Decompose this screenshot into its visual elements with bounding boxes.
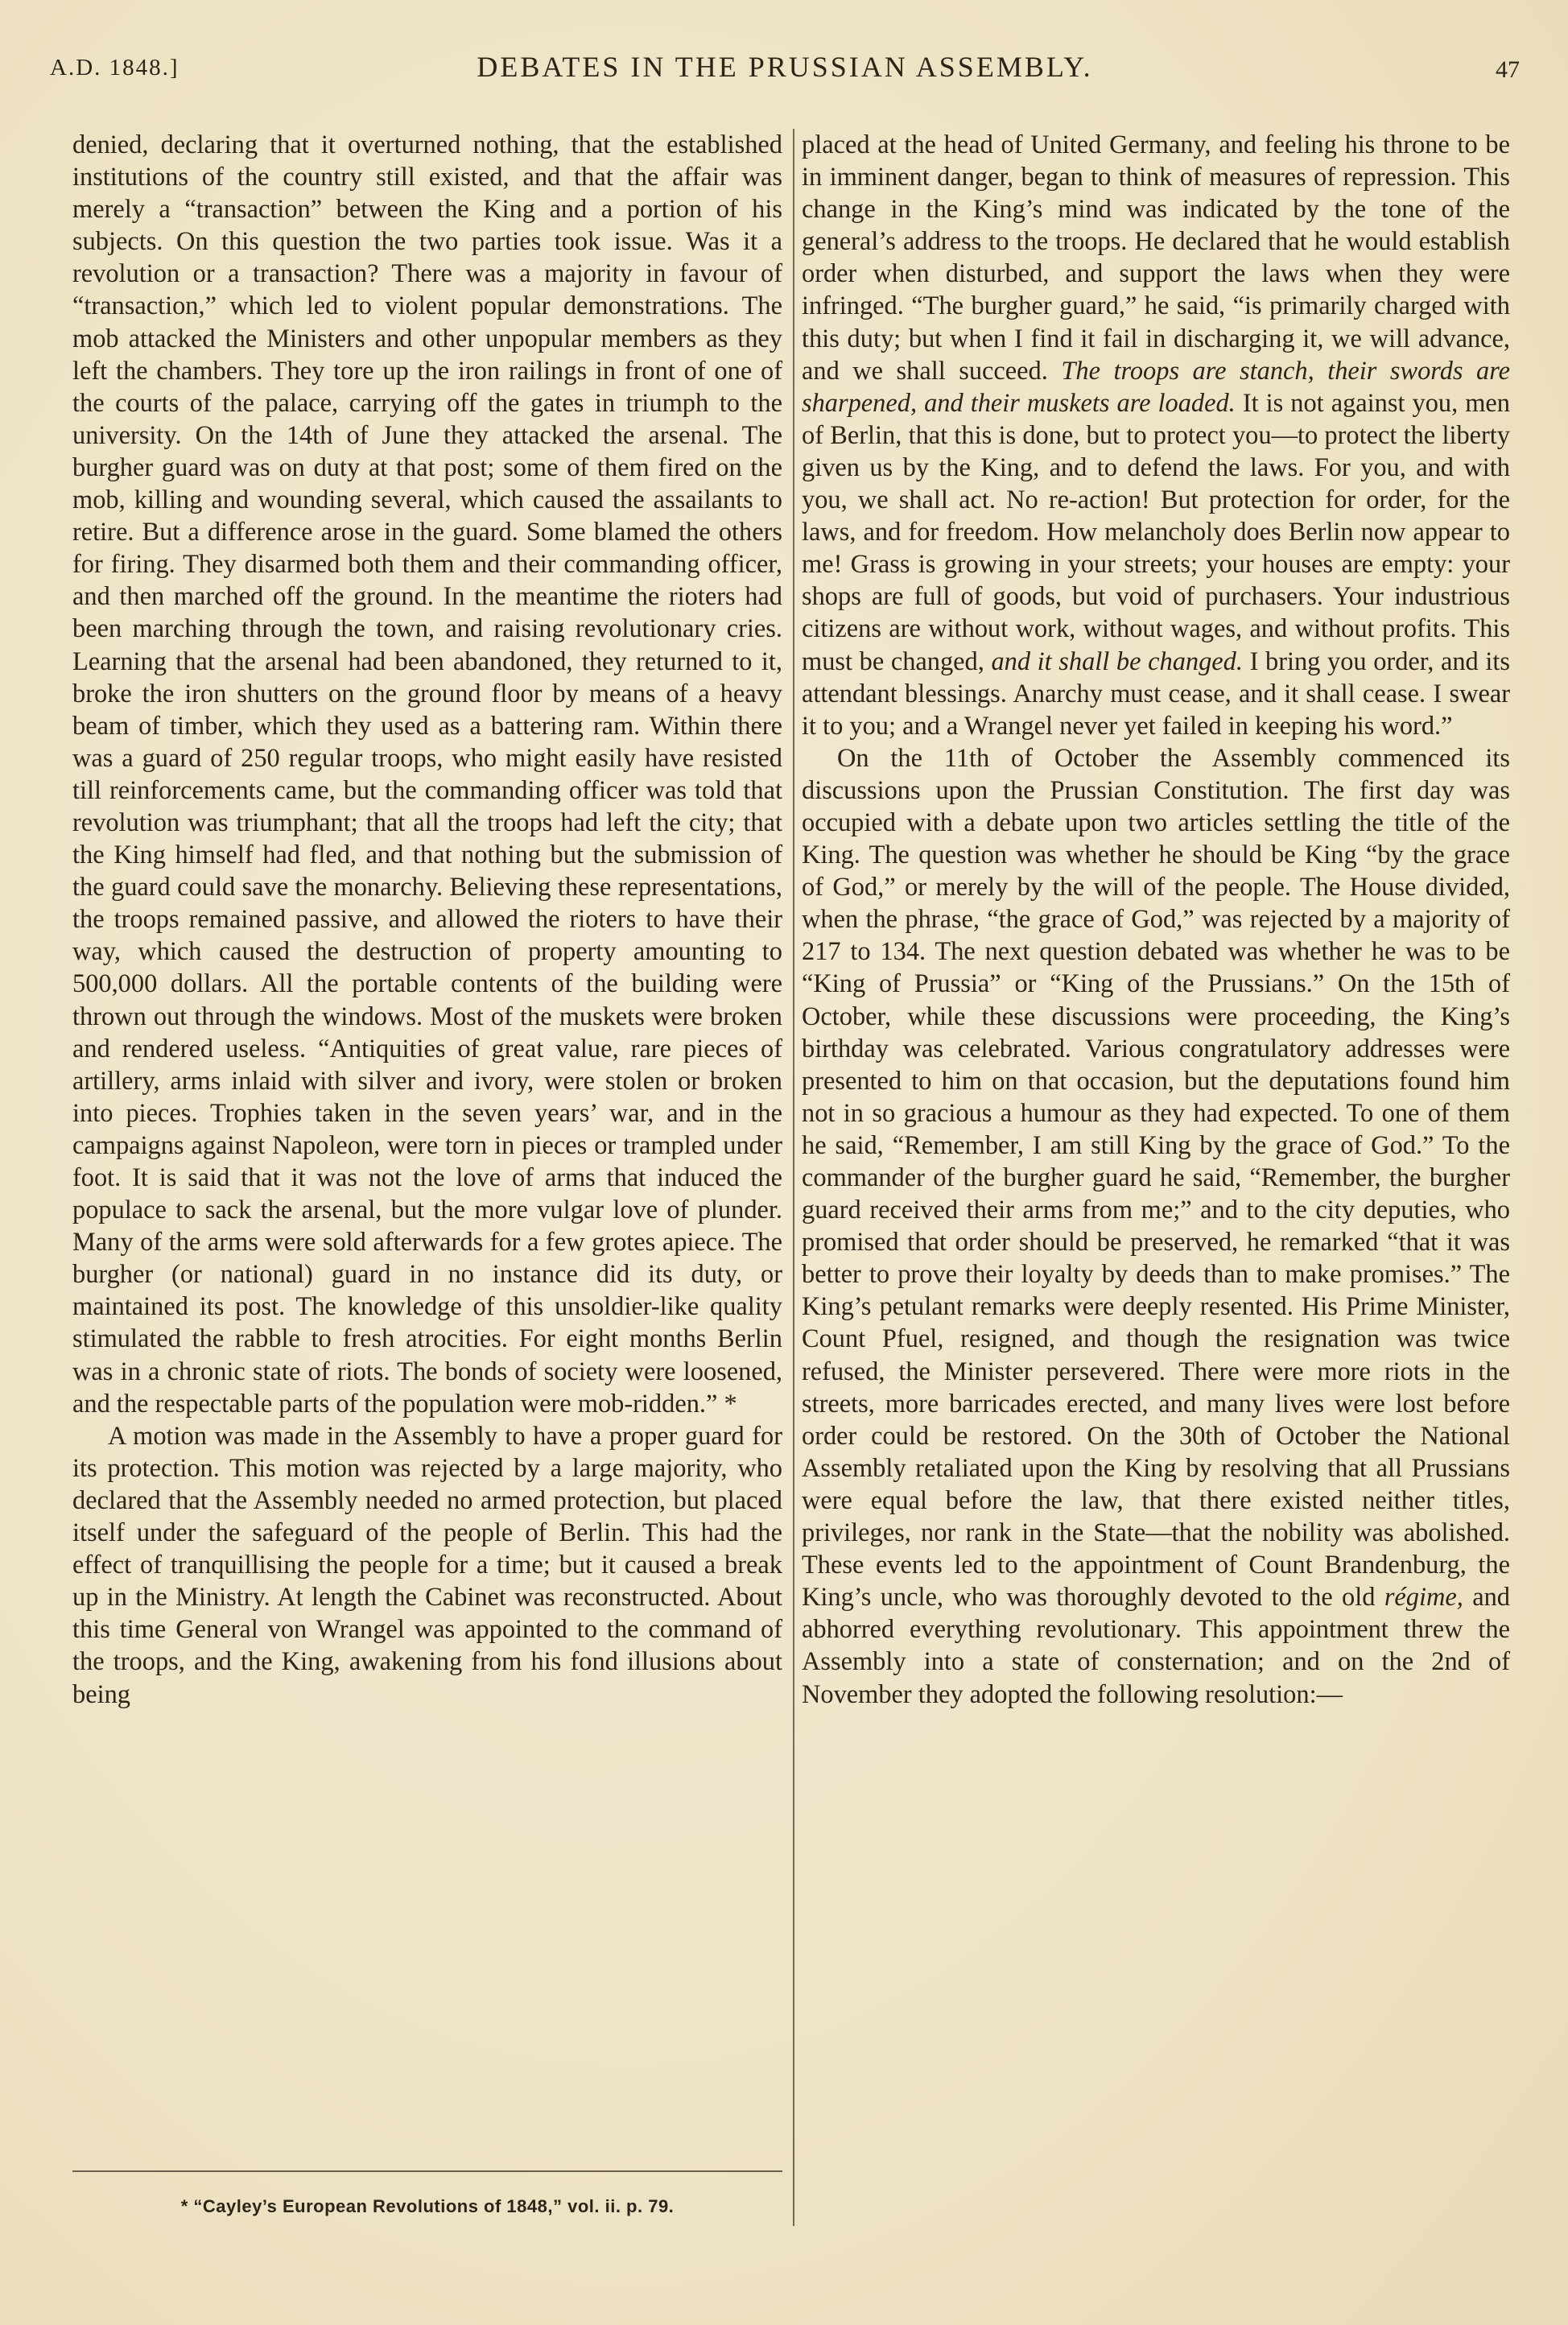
right-p1-text-c: I bring you order, and its attendant blessings. Anarchy must cease, and it shall cease. I swear it to you; and a Wrangel never yet failed in keeping his word.” [802, 646, 1510, 741]
header-date: A.D. 1848.] [50, 55, 179, 81]
footnote-rule [72, 2170, 782, 2172]
right-column [802, 129, 1510, 1711]
right-p1-italic-2: and it shall be changed. [991, 646, 1243, 676]
right-paragraph-1 [802, 129, 1510, 742]
right-p2-text-a: On the 11th of October the Assembly commenced its discussions upon the Prussian Constitution. The first day was occupied with a debate upon two articles settling the title of the King. The question was whether he should be King “by the grace of God,” or merely by the will of the people. The House divided, when the phrase, “the grace of God,” was rejected by a majority of 217 to 134. The next question debated was whether he was to be “King of Prussia” or “King of the Prussians.” On the 15th of October, while these discussions were proceeding, the King’s birthday was celebrated. Various congratulatory addresses were presented to him on that occasion, but the deputations found him not in so gracious a humour as they had expected. To one of them he said, “Remember, I am still King by the grace of God.” To the commander of the burgher guard he said, “Remember, the burgher guard received their arms from me;” and to the city deputies, who promised that order should be preserved, he remarked “that it was better to prove their loyalty by deeds than to make promises.” The King’s petulant remarks were deeply resented. His Prime Minister, Count Pfuel, resigned, and though the resignation was twice refused, the Minister persevered. There were more riots in the streets, more barricades erected, and many lives were lost before order could be restored. On the 30th of October the National Assembly retaliated upon the King by resolving that all Prussians were equal before the law, that there existed neither titles, privileges, nor rank in the State—that the nobility was abolished. These events led to the appointment of Count Brandenburg, the King’s uncle, who was thoroughly devoted to the old [802, 743, 1510, 1613]
right-paragraph-2 [802, 742, 1510, 1711]
right-p1-italic-1: The troops are stanch, their swords are sharpened, and their muskets are loaded. [802, 356, 1510, 418]
left-paragraph-2: A motion was made in the Assembly to have a proper guard for its protection. This motion was rejected by a large majority, who declared that the Assembly needed no armed protection, but placed itself under the safeguard of the people of Berlin. This had the effect of tranquillising the people for a time; but it caused a break up in the Ministry. At length the Cabinet was reconstructed. About this time General von Wrangel was appointed to the command of the troops, and the King, awakening from his fond illusions about being [72, 1421, 782, 1709]
left-paragraph-1: denied, declaring that it overturned nothing, that the established institutions of the country still existed, and that the affair was merely a “transaction” between the King and a portion of his subjects. On this question the two parties took issue. Was it a revolution or a transaction? There was a majority in favour of “transaction,” which led to violent popular demonstrations. The mob attacked the Ministers and other unpopular members as they left the chambers. They tore up the iron railings in front of one of the courts of the palace, carrying off the gates in triumph to the university. On the 14th of June they attacked the arsenal. The burgher guard was on duty at that post; some of them fired on the mob, killing and wounding several, which caused the assailants to retire. But a difference arose in the guard. Some blamed the others for firing. They disarmed both them and their commanding officer, and then marched off the ground. In the meantime the rioters had been marching through the town, and raising revolutionary cries. Learning that the arsenal had been abandoned, they returned to it, broke the iron shutters on the ground floor by means of a heavy beam of timber, which they used as a battering ram. Within there was a guard of 250 regular troops, who might easily have resisted till reinforcements came, but the commanding officer was told that revolution was triumphant; that all the troops had left the city; that the King himself had fled, and that nothing but the submission of the guard could save the monarchy. Believing these representations, the troops remained passive, and allowed the rioters to have their way, which caused the destruction of property amounting to 500,000 dollars. All the portable contents of the building were thrown out through the windows. Most of the muskets were broken and rendered useless. “Antiquities of great value, rare pieces of artillery, arms inlaid with silver and ivory, were stolen or broken into pieces. Trophies taken in the seven years’ war, and in the campaigns against Napoleon, were torn in pieces or trampled under foot. It is said that it was not the love of arms that induced the populace to sack the arsenal, but the more vulgar love of plunder. Many of the arms were sold afterwards for a few grotes apiece. The burgher (or national) guard in no instance did its duty, or maintained its post. The knowledge of this unsoldier-like quality stimulated the rabble to fresh atrocities. For eight months Berlin was in a chronic state of riots. The bonds of society were loosened, and the respectable parts of the population were mob-ridden.” * [72, 130, 782, 1419]
page-number: 47 [1496, 56, 1520, 83]
left-column [72, 129, 782, 1711]
right-p1-text-b: It is not against you, men of Berlin, that this is done, but to protect you—to protect the liberty given us by the King, and to defend the laws. For you, and with you, we shall act. No re-action! But protection for order, for the laws, and for freedom. How melancholy does Berlin now appear to me! Grass is growing in your streets; your houses are empty: your shops are full of goods, but void of purchasers. Your industrious citizens are without work, without wages, and without profits. This must be changed, [802, 388, 1510, 676]
column-divider [793, 129, 794, 2226]
footnote: * “Cayley’s European Revolutions of 1848,” vol. ii. p. 79. [180, 2196, 675, 2216]
running-header [50, 50, 1520, 89]
right-p2-text-b: and abhorred everything revolutionary. This appointment threw the Assembly into a state of consternation; and on the 2nd of November they adopted the following resolution:— [802, 1583, 1510, 1709]
right-p1-text-a: placed at the head of United Germany, and feeling his throne to be in imminent danger, began to think of measures of repression. This change in the King’s mind was indicated by the tone of the general’s address to the troops. He declared that he would establish order when disturbed, and support the laws when they were infringed. “The burgher guard,” he said, “is primarily charged with this duty; but when I find it fail in discharging it, we will advance, and we shall succeed. [802, 130, 1510, 386]
header-title: DEBATES IN THE PRUSSIAN ASSEMBLY. [477, 51, 1093, 83]
right-p2-italic: régime, [1384, 1583, 1463, 1613]
